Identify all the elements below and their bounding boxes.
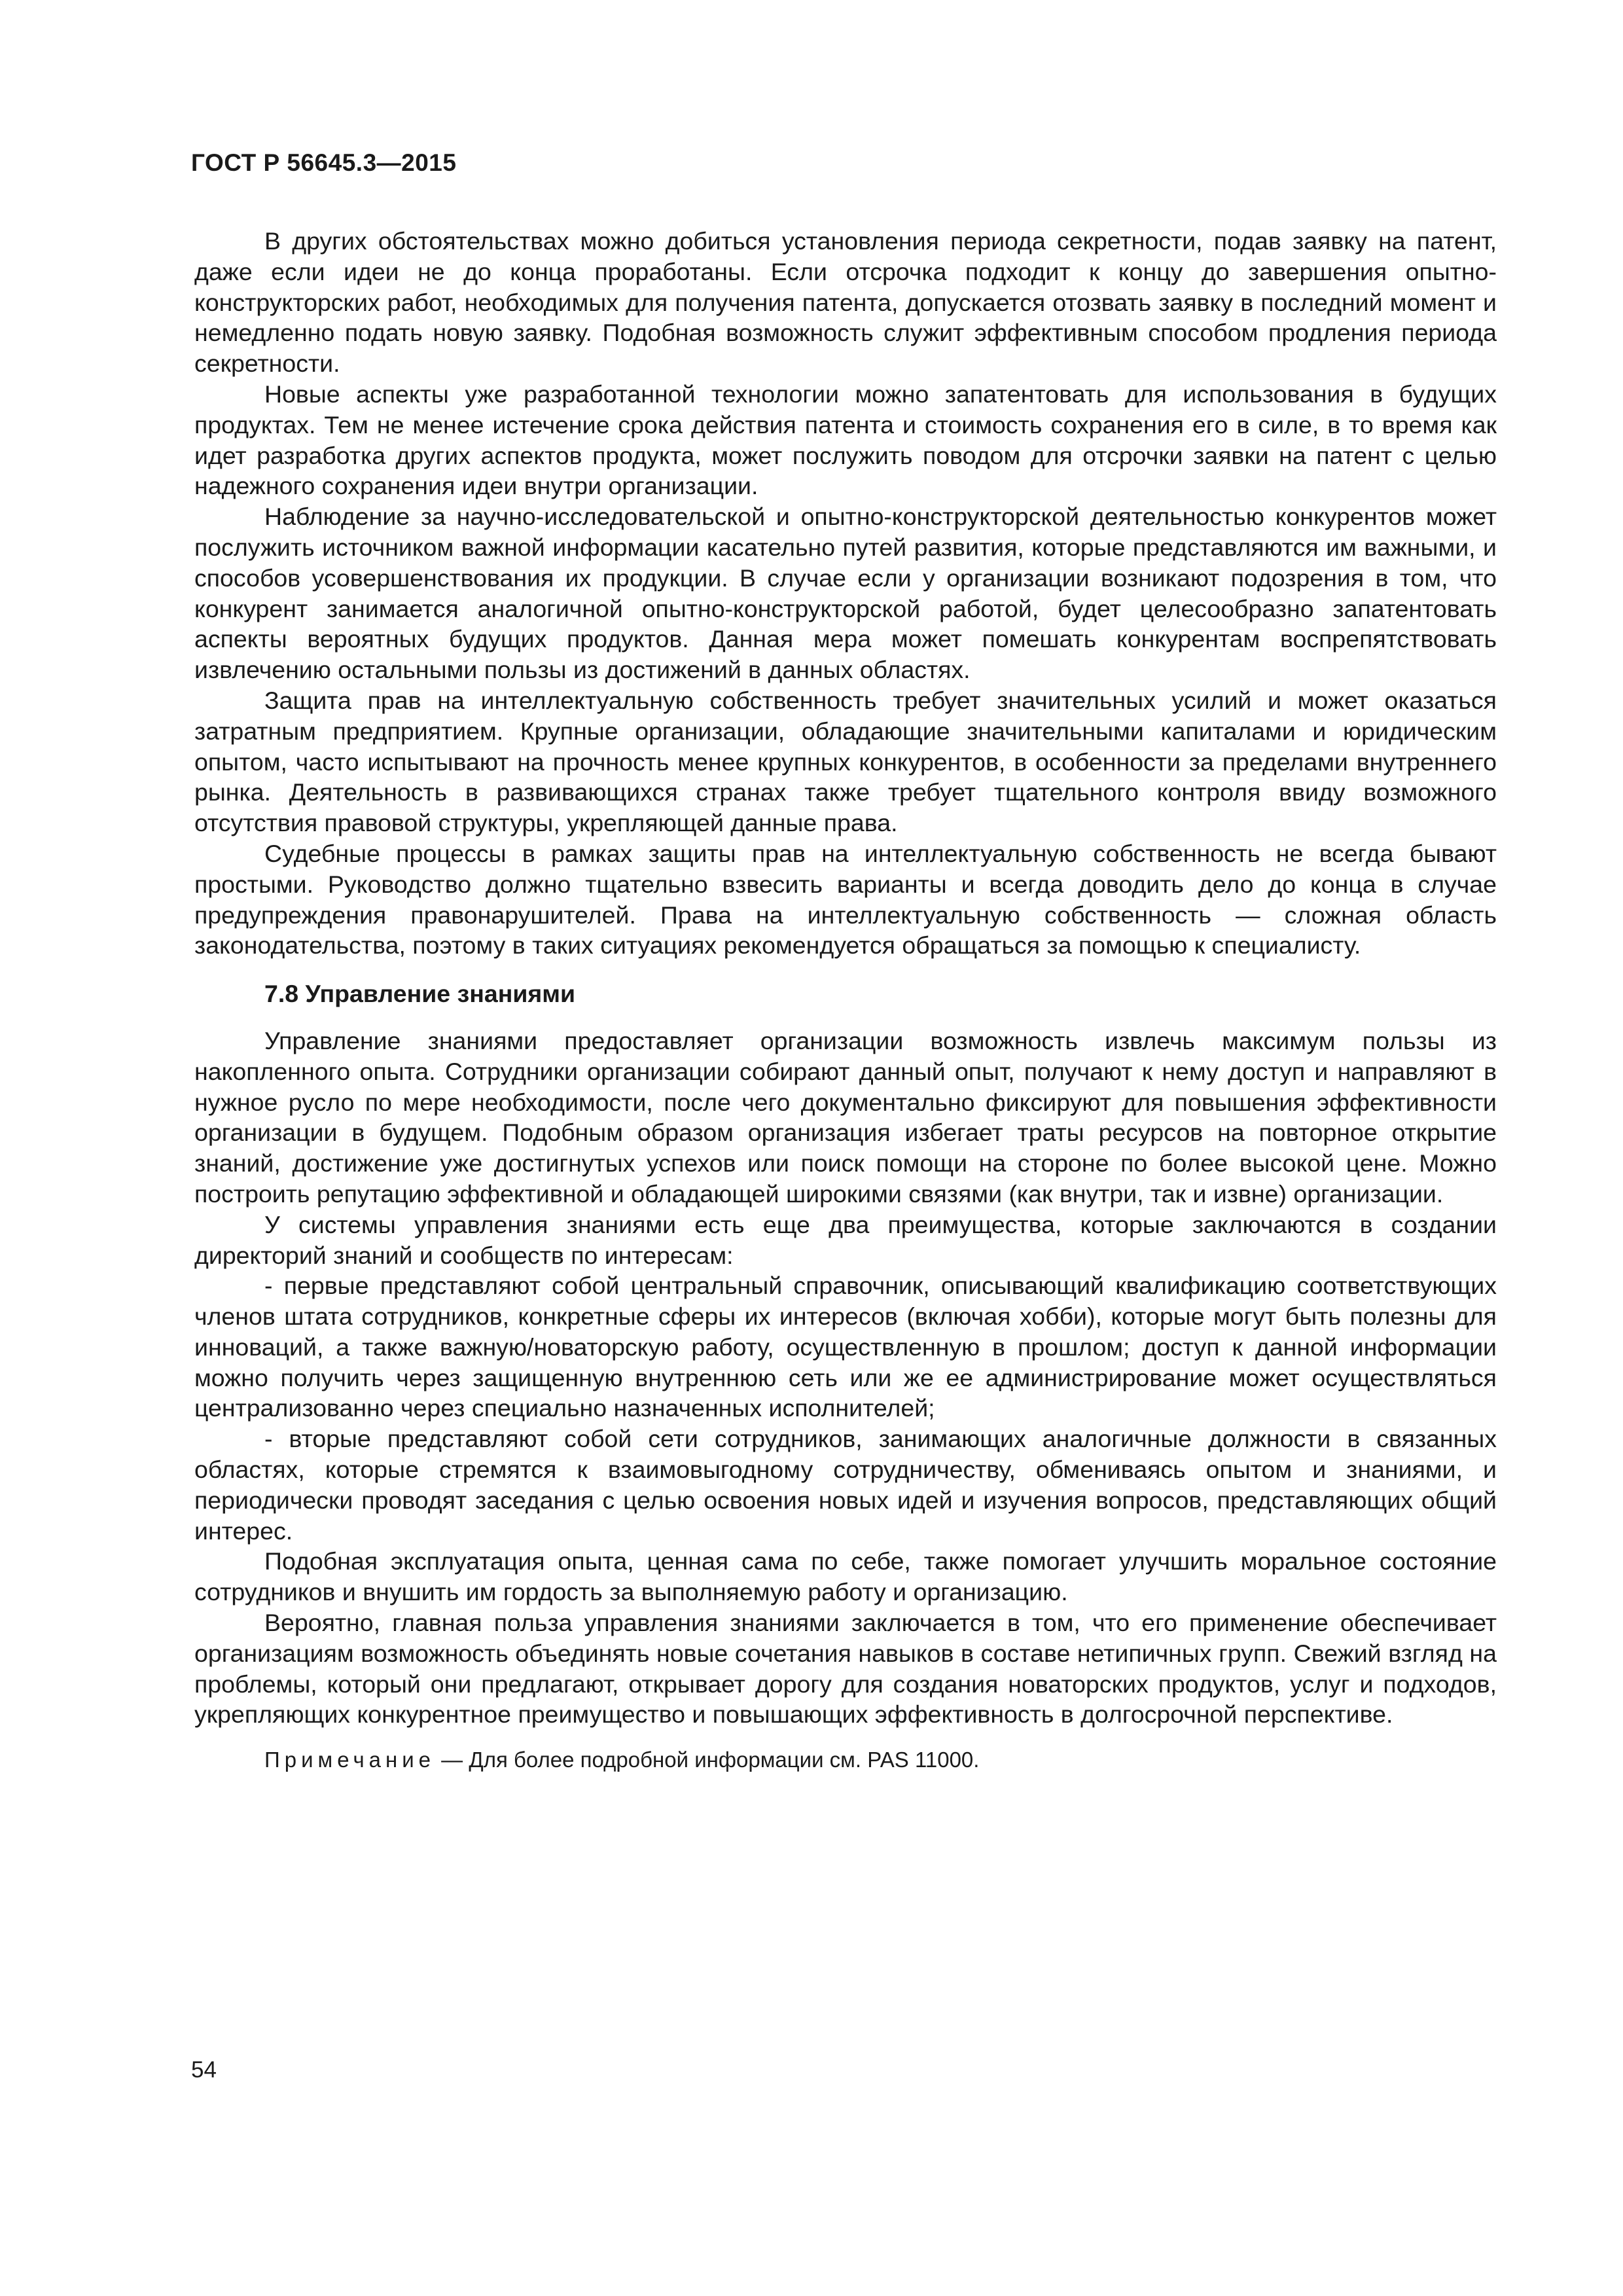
- standard-designation: ГОСТ Р 56645.3—2015: [191, 149, 457, 176]
- paragraph: Подобная эксплуатация опыта, ценная сама по себе, также помогает улучшить моральное состояние сотрудников и внушить им гордость за выполняемую работу и организацию.: [194, 1547, 1497, 1606]
- paragraph: В других обстоятельствах можно добиться установления периода секретности, подав заявку на патент, даже если идеи не до конца проработаны. Если отсрочка подходит к концу до завершения опытно-конструкторских работ, необходимых для получения патента, допускается отозвать заявку в последний момент и немедленно подать новую заявку. Подобная возможность служит эффективным способом продления периода секретности.: [194, 227, 1497, 378]
- note-label: Примечание: [264, 1748, 436, 1772]
- paragraph: Новые аспекты уже разработанной технологии можно запатентовать для использования в будущих продуктах. Тем не менее истечение срока действия патента и стоимость сохранения его в силе, в то время как идет разработка других аспектов продукта, может послужить поводом для отсрочки заявки на патент с целью надежного сохранения идеи внутри организации.: [194, 380, 1497, 500]
- paragraph: Управление знаниями предоставляет организации возможность извлечь максимум пользы из накопленного опыта. Сотрудники организации собирают данный опыт, получают к нему доступ и направляют в нужное русло по мере необходимости, после чего документально фиксируют для повышения эффективности организации в будущем. Подобным образом организация избегает траты ресурсов на повторное открытие знаний, достижение уже достигнутых успехов или поиск помощи на стороне по более высокой цене. Можно построить репутацию эффективной и обладающей широкими связями (как внутри, так и извне) организации.: [194, 1026, 1497, 1208]
- section-heading: 7.8 Управление знаниями: [264, 980, 576, 1008]
- note: [194, 1746, 1497, 1774]
- list-item: - вторые представляют собой сети сотрудников, занимающих аналогичные должности в связанных областях, которые стремятся к взаимовыгодному сотрудничеству, обмениваясь опытом и знаниями, и периодически проводят заседания с целью освоения новых идей и изучения вопросов, представляющих общий интерес.: [194, 1425, 1497, 1545]
- paragraph: Наблюдение за научно-исследовательской и опытно-конструкторской деятельностью конкурентов может послужить источником важной информации касательно путей развития, которые представляются им важными, и способов усовершенствования их продукции. В случае если у организации возникают подозрения в том, что конкурент занимается аналогичной опытно-конструкторской работой, будет целесообразно запатентовать аспекты вероятных будущих продуктов. Данная мера может помешать конкурентам воспрепятствовать извлечению остальными пользы из достижений в данных областях.: [194, 503, 1497, 684]
- paragraph: Защита прав на интеллектуальную собственность требует значительных усилий и может оказаться затратным предприятием. Крупные организации, обладающие значительными капиталами и юридическим опытом, часто испытывают на прочность менее крупных конкурентов, в особенности за пределами внутреннего рынка. Деятельность в развивающихся странах также требует тщательного контроля ввиду возможного отсутствия правовой структуры, укрепляющей данные права.: [194, 686, 1497, 837]
- list-item: - первые представляют собой центральный справочник, описывающий квалификацию соответствующих членов штата сотрудников, конкретные сферы их интересов (включая хобби), которые могут быть полезны для инноваций, а также важную/новаторскую работу, осуществленную в прошлом; доступ к данной информации можно получить через защищенную внутреннюю сеть или же ее администрирование может осуществляться централизованно через специально назначенных исполнителей;: [194, 1272, 1497, 1422]
- page-number: 54: [191, 2057, 217, 2083]
- paragraph: Судебные процессы в рамках защиты прав на интеллектуальную собственность не всегда бывают простыми. Руководство должно тщательно взвесить варианты и всегда доводить дело до конца в случае предупреждения правонарушителей. Права на интеллектуальную собственность — сложная область законодательства, поэтому в таких ситуациях рекомендуется обращаться за помощью к специалисту.: [194, 839, 1497, 960]
- document-body: [194, 226, 1497, 1774]
- paragraph: Вероятно, главная польза управления знаниями заключается в том, что его применение обеспечивает организациям возможность объединять новые сочетания навыков в составе нетипичных групп. Свежий взгляд на проблемы, который они предлагают, открывает дорогу для создания новаторских продуктов, услуг и подходов, укрепляющих конкурентное преимущество и повышающих эффективность в долгосрочной перспективе.: [194, 1609, 1497, 1729]
- note-text: — Для более подробной информации см. PAS 11000.: [435, 1748, 980, 1772]
- paragraph: У системы управления знаниями есть еще два преимущества, которые заключаются в создании директорий знаний и сообществ по интересам:: [194, 1210, 1497, 1269]
